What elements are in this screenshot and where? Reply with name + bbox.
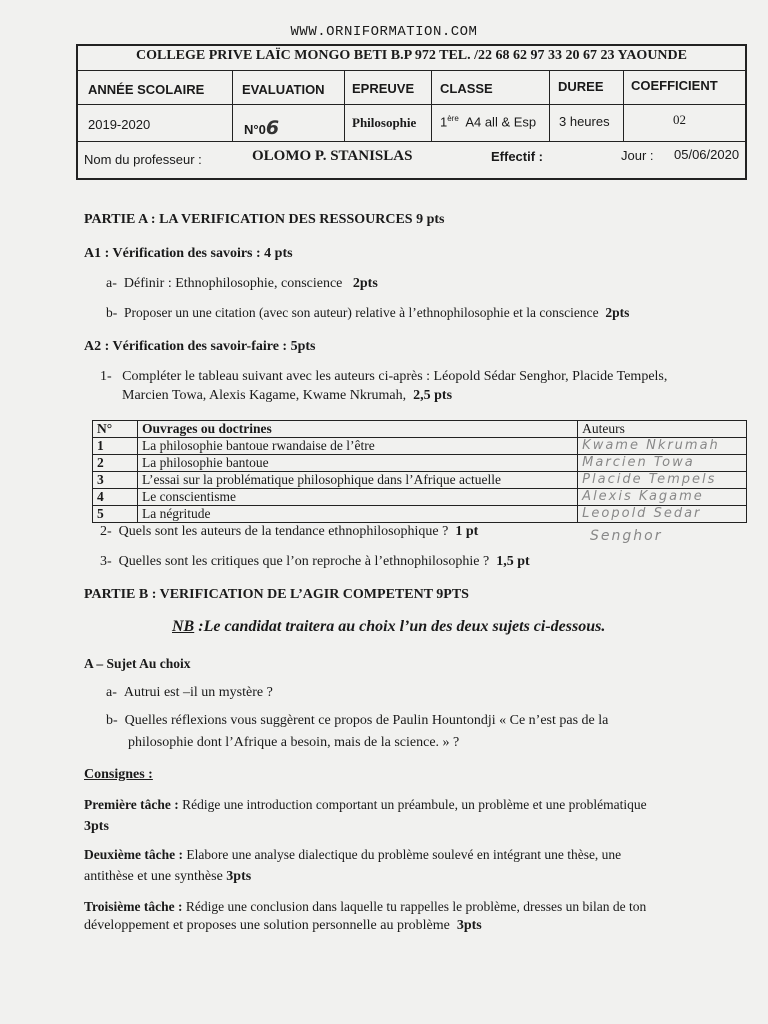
task-3-line2: développement et proposes une solution personnelle au problème 3pts [84,918,482,933]
label-annee: ANNÉE SCOLAIRE [88,82,205,97]
row-ouvrage: La négritude [137,506,577,523]
row-ouvrage: L’essai sur la problématique philosophique dans l’Afrique actuelle [137,472,577,489]
task-3: Troisième tâche : Rédige une conclusion dans laquelle tu rappelles le problème, dresses un bilan de ton [84,899,647,914]
value-annee: 2019-2020 [88,117,151,132]
row-ouvrage: Le conscientisme [137,489,577,506]
row-num: 5 [93,506,138,523]
divider [344,70,345,141]
sujet-title: A – Sujet Au choix [84,656,191,671]
a2-title: A2 : Vérification des savoir-faire : 5pts [84,339,316,354]
row-auteur: Marcien Towa [578,455,747,472]
nb-note: NB :Le candidat traitera au choix l’un des deux sujets ci-dessous. [172,618,606,635]
a2-item1-line1: 1- Compléter le tableau suivant avec les auteurs ci-après : Léopold Sédar Senghor, Placide Tempels, [100,369,668,384]
table-header-row [93,421,747,438]
task-1: Première tâche : Rédige une introduction comportant un préambule, un problème et une problématique [84,797,647,812]
row-auteur: Placide Tempels [578,472,747,489]
label-evaluation: EVALUATION [242,82,325,97]
value-duree: 3 heures [559,114,610,129]
divider [623,70,624,141]
a1-item-a: a- Définir : Ethnophilosophie, conscience 2pts [106,276,378,291]
row-ouvrage: La philosophie bantoue [137,455,577,472]
divider [549,70,550,141]
table-row [93,489,747,506]
label-classe: CLASSE [440,81,493,96]
row-num: 2 [93,455,138,472]
a2-item3: 3- Quelles sont les critiques que l’on reproche à l’ethnophilosophie ? 1,5 pt [100,554,530,569]
exam-header [76,44,747,180]
handwritten-note: Senghor [590,528,663,544]
a2-item2: 2- Quels sont les auteurs de la tendance ethnophilosophique ? 1 pt [100,524,479,539]
header-ouvrage: Ouvrages ou doctrines [137,421,577,438]
prof-name: OLOMO P. STANISLAS [252,148,413,164]
task-2-line2: antithèse et une synthèse 3pts [84,869,252,884]
part-a-title: PARTIE A : LA VERIFICATION DES RESSOURCES 9 pts [84,212,445,227]
divider [78,104,745,105]
row-ouvrage: La philosophie bantoue rwandaise de l’être [137,438,577,455]
a2-item1-line2: Marcien Towa, Alexis Kagame, Kwame Nkrumah, 2,5 pts [122,388,453,403]
table-row [93,438,747,455]
label-epreuve: EPREUVE [352,81,415,96]
a1-title: A1 : Vérification des savoirs : 4 pts [84,246,293,261]
value-classe: 1ère A4 all & Esp [440,114,537,130]
table-row [93,455,747,472]
header-num: N° [93,421,138,438]
row-auteur: Leopold Sedar [578,506,747,523]
divider [431,70,432,141]
divider [78,141,745,142]
row-auteur: Alexis Kagame [578,489,747,506]
sujet-a: a- Autrui est –il un mystère ? [106,685,273,700]
label-coefficient: COEFFICIENT [631,78,718,93]
sujet-b-line1: b- Quelles réflexions vous suggèrent ce propos de Paulin Hountondji « Ce n’est pas de la [106,713,609,728]
jour-value: 05/06/2020 [674,147,740,162]
row-auteur: Kwame Nkrumah [578,438,747,455]
effectif-label: Effectif : [491,149,543,164]
jour-label: Jour : [621,148,654,163]
label-duree: DUREE [558,79,604,94]
divider [78,70,745,71]
a1-item-b: b- Proposer un une citation (avec son auteur) relative à l’ethnophilosophie et la conscience 2pts [106,305,630,320]
sujet-b-line2: philosophie dont l’Afrique a besoin, mais de la science. » ? [128,735,460,750]
task-1-pts: 3pts [84,819,109,834]
table-row [93,472,747,489]
row-num: 3 [93,472,138,489]
row-num: 4 [93,489,138,506]
divider [232,70,233,141]
header-auteur: Auteurs [578,421,747,438]
site-url: WWW.ORNIFORMATION.COM [290,24,478,40]
task-2: Deuxième tâche : Elabore une analyse dialectique du problème soulevé en intégrant une thèse, une [84,847,622,862]
part-b-title: PARTIE B : VERIFICATION DE L’AGIR COMPETENT 9PTS [84,587,469,602]
value-coefficient: 02 [673,112,686,127]
prof-label: Nom du professeur : [84,152,202,167]
row-num: 1 [93,438,138,455]
school-name: COLLEGE PRIVE LAÏC MONGO BETI B.P 972 TEL. /22 68 62 97 33 20 67 23 YAOUNDE [135,48,687,63]
value-evaluation: N°06 [244,117,280,139]
authors-table [92,420,747,523]
value-epreuve: Philosophie [352,115,417,130]
table-row [93,506,747,523]
consignes-title: Consignes : [84,767,153,782]
